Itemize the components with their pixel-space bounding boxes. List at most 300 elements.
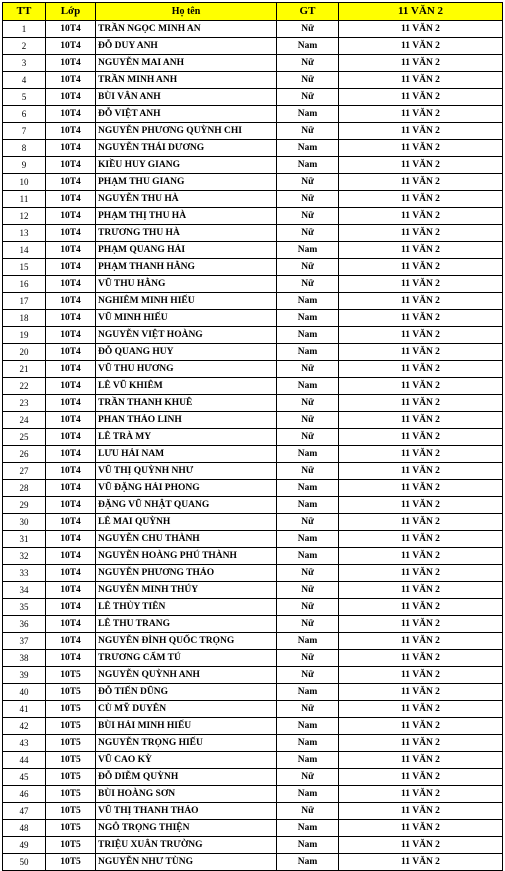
cell-class: 11 VĂN 2 xyxy=(339,344,503,361)
cell-class: 11 VĂN 2 xyxy=(339,293,503,310)
cell-name: NGUYỄN PHƯƠNG THẢO xyxy=(96,565,277,582)
cell-class: 11 VĂN 2 xyxy=(339,310,503,327)
table-row xyxy=(3,344,503,361)
cell-lop: 10T4 xyxy=(46,633,96,650)
cell-tt: 18 xyxy=(3,310,46,327)
cell-gt: Nam xyxy=(277,548,339,565)
table-row xyxy=(3,514,503,531)
cell-lop: 10T5 xyxy=(46,786,96,803)
cell-gt: Nữ xyxy=(277,174,339,191)
cell-class: 11 VĂN 2 xyxy=(339,684,503,701)
cell-tt: 2 xyxy=(3,38,46,55)
table-row xyxy=(3,191,503,208)
cell-class: 11 VĂN 2 xyxy=(339,582,503,599)
table-row xyxy=(3,531,503,548)
cell-class: 11 VĂN 2 xyxy=(339,140,503,157)
cell-tt: 47 xyxy=(3,803,46,820)
cell-gt: Nữ xyxy=(277,21,339,38)
cell-gt: Nam xyxy=(277,344,339,361)
table-row xyxy=(3,446,503,463)
cell-tt: 32 xyxy=(3,548,46,565)
table-row xyxy=(3,786,503,803)
cell-gt: Nữ xyxy=(277,395,339,412)
cell-lop: 10T4 xyxy=(46,616,96,633)
cell-gt: Nữ xyxy=(277,599,339,616)
table-row xyxy=(3,259,503,276)
cell-lop: 10T4 xyxy=(46,599,96,616)
cell-lop: 10T4 xyxy=(46,55,96,72)
cell-tt: 10 xyxy=(3,174,46,191)
cell-tt: 29 xyxy=(3,497,46,514)
cell-name: ĐỖ TIẾN DŨNG xyxy=(96,684,277,701)
cell-gt: Nam xyxy=(277,820,339,837)
cell-lop: 10T4 xyxy=(46,565,96,582)
cell-class: 11 VĂN 2 xyxy=(339,378,503,395)
cell-class: 11 VĂN 2 xyxy=(339,157,503,174)
cell-class: 11 VĂN 2 xyxy=(339,769,503,786)
header-row xyxy=(3,3,503,21)
cell-lop: 10T4 xyxy=(46,259,96,276)
table-row xyxy=(3,769,503,786)
cell-tt: 4 xyxy=(3,72,46,89)
cell-name: VŨ THU HẰNG xyxy=(96,276,277,293)
cell-gt: Nam xyxy=(277,446,339,463)
cell-lop: 10T4 xyxy=(46,225,96,242)
cell-tt: 40 xyxy=(3,684,46,701)
table-row xyxy=(3,140,503,157)
cell-class: 11 VĂN 2 xyxy=(339,242,503,259)
cell-tt: 38 xyxy=(3,650,46,667)
cell-name: BÙI HOÀNG SƠN xyxy=(96,786,277,803)
cell-class: 11 VĂN 2 xyxy=(339,72,503,89)
cell-tt: 28 xyxy=(3,480,46,497)
table-row xyxy=(3,242,503,259)
cell-lop: 10T4 xyxy=(46,582,96,599)
cell-gt: Nữ xyxy=(277,361,339,378)
cell-tt: 41 xyxy=(3,701,46,718)
cell-tt: 39 xyxy=(3,667,46,684)
cell-lop: 10T4 xyxy=(46,157,96,174)
cell-gt: Nữ xyxy=(277,803,339,820)
table-row xyxy=(3,378,503,395)
cell-gt: Nữ xyxy=(277,582,339,599)
cell-name: KIỀU HUY GIANG xyxy=(96,157,277,174)
cell-class: 11 VĂN 2 xyxy=(339,820,503,837)
cell-gt: Nam xyxy=(277,293,339,310)
cell-class: 11 VĂN 2 xyxy=(339,225,503,242)
cell-gt: Nữ xyxy=(277,412,339,429)
cell-gt: Nam xyxy=(277,106,339,123)
table-row xyxy=(3,429,503,446)
cell-lop: 10T4 xyxy=(46,361,96,378)
table-row xyxy=(3,650,503,667)
cell-name: TRẦN THANH KHUÊ xyxy=(96,395,277,412)
cell-lop: 10T4 xyxy=(46,106,96,123)
cell-lop: 10T5 xyxy=(46,803,96,820)
cell-gt: Nam xyxy=(277,140,339,157)
cell-name: PHẠM THANH HẰNG xyxy=(96,259,277,276)
cell-lop: 10T5 xyxy=(46,752,96,769)
cell-lop: 10T4 xyxy=(46,446,96,463)
cell-name: TRẦN NGỌC MINH AN xyxy=(96,21,277,38)
cell-lop: 10T5 xyxy=(46,769,96,786)
cell-name: VŨ CAO KỲ xyxy=(96,752,277,769)
cell-class: 11 VĂN 2 xyxy=(339,854,503,871)
cell-tt: 48 xyxy=(3,820,46,837)
table-row xyxy=(3,38,503,55)
table-row xyxy=(3,72,503,89)
cell-gt: Nữ xyxy=(277,208,339,225)
cell-gt: Nam xyxy=(277,480,339,497)
table-row xyxy=(3,752,503,769)
cell-gt: Nam xyxy=(277,157,339,174)
cell-name: PHẠM THU GIANG xyxy=(96,174,277,191)
cell-tt: 33 xyxy=(3,565,46,582)
cell-name: NGUYỄN CHU THÀNH xyxy=(96,531,277,548)
table-row xyxy=(3,106,503,123)
cell-gt: Nữ xyxy=(277,565,339,582)
cell-tt: 24 xyxy=(3,412,46,429)
cell-gt: Nữ xyxy=(277,72,339,89)
table-row xyxy=(3,208,503,225)
cell-lop: 10T4 xyxy=(46,497,96,514)
cell-name: PHẠM THỊ THU HÀ xyxy=(96,208,277,225)
table-row xyxy=(3,667,503,684)
cell-gt: Nam xyxy=(277,378,339,395)
cell-tt: 14 xyxy=(3,242,46,259)
cell-tt: 37 xyxy=(3,633,46,650)
cell-tt: 30 xyxy=(3,514,46,531)
cell-tt: 27 xyxy=(3,463,46,480)
cell-gt: Nam xyxy=(277,752,339,769)
table-row xyxy=(3,582,503,599)
cell-tt: 35 xyxy=(3,599,46,616)
cell-gt: Nam xyxy=(277,718,339,735)
table-row xyxy=(3,718,503,735)
cell-lop: 10T4 xyxy=(46,174,96,191)
table-row xyxy=(3,327,503,344)
table-row xyxy=(3,820,503,837)
cell-class: 11 VĂN 2 xyxy=(339,208,503,225)
cell-lop: 10T4 xyxy=(46,378,96,395)
cell-lop: 10T4 xyxy=(46,650,96,667)
cell-name: VŨ THỊ THANH THẢO xyxy=(96,803,277,820)
cell-class: 11 VĂN 2 xyxy=(339,718,503,735)
cell-class: 11 VĂN 2 xyxy=(339,531,503,548)
cell-tt: 50 xyxy=(3,854,46,871)
cell-tt: 3 xyxy=(3,55,46,72)
cell-gt: Nam xyxy=(277,531,339,548)
cell-tt: 7 xyxy=(3,123,46,140)
cell-gt: Nam xyxy=(277,684,339,701)
cell-lop: 10T4 xyxy=(46,38,96,55)
cell-class: 11 VĂN 2 xyxy=(339,361,503,378)
cell-gt: Nữ xyxy=(277,191,339,208)
cell-lop: 10T4 xyxy=(46,21,96,38)
cell-name: LÊ VŨ KHIÊM xyxy=(96,378,277,395)
table-row xyxy=(3,565,503,582)
cell-class: 11 VĂN 2 xyxy=(339,106,503,123)
cell-lop: 10T5 xyxy=(46,684,96,701)
cell-lop: 10T4 xyxy=(46,242,96,259)
cell-lop: 10T4 xyxy=(46,531,96,548)
cell-tt: 49 xyxy=(3,837,46,854)
cell-class: 11 VĂN 2 xyxy=(339,123,503,140)
header-gt: GT xyxy=(277,3,339,21)
cell-class: 11 VĂN 2 xyxy=(339,259,503,276)
table-row xyxy=(3,55,503,72)
cell-lop: 10T5 xyxy=(46,735,96,752)
cell-gt: Nữ xyxy=(277,616,339,633)
cell-class: 11 VĂN 2 xyxy=(339,667,503,684)
cell-lop: 10T4 xyxy=(46,327,96,344)
cell-name: VŨ ĐẶNG HẢI PHONG xyxy=(96,480,277,497)
cell-gt: Nữ xyxy=(277,55,339,72)
table-row xyxy=(3,599,503,616)
cell-name: TRẦN MINH ANH xyxy=(96,72,277,89)
cell-class: 11 VĂN 2 xyxy=(339,463,503,480)
cell-name: NGUYỄN THU HÀ xyxy=(96,191,277,208)
cell-name: LÊ MAI QUỲNH xyxy=(96,514,277,531)
cell-gt: Nữ xyxy=(277,667,339,684)
table-row xyxy=(3,837,503,854)
cell-tt: 23 xyxy=(3,395,46,412)
cell-lop: 10T4 xyxy=(46,548,96,565)
cell-name: ĐỖ DIỄM QUỲNH xyxy=(96,769,277,786)
table-row xyxy=(3,361,503,378)
cell-lop: 10T4 xyxy=(46,276,96,293)
cell-lop: 10T5 xyxy=(46,701,96,718)
cell-name: LÊ THỦY TIÊN xyxy=(96,599,277,616)
cell-gt: Nam xyxy=(277,310,339,327)
student-list-sheet xyxy=(2,2,503,871)
cell-tt: 31 xyxy=(3,531,46,548)
cell-name: NGUYỄN HOÀNG PHÚ THÀNH xyxy=(96,548,277,565)
table-row xyxy=(3,310,503,327)
cell-gt: Nam xyxy=(277,854,339,871)
cell-gt: Nữ xyxy=(277,701,339,718)
cell-gt: Nữ xyxy=(277,276,339,293)
cell-class: 11 VĂN 2 xyxy=(339,616,503,633)
cell-lop: 10T5 xyxy=(46,667,96,684)
cell-tt: 16 xyxy=(3,276,46,293)
cell-lop: 10T5 xyxy=(46,718,96,735)
cell-tt: 8 xyxy=(3,140,46,157)
header-lop: Lớp xyxy=(46,3,96,21)
cell-name: ĐỖ VIỆT ANH xyxy=(96,106,277,123)
table-row xyxy=(3,89,503,106)
cell-name: NGHIÊM MINH HIẾU xyxy=(96,293,277,310)
cell-gt: Nữ xyxy=(277,514,339,531)
table-row xyxy=(3,480,503,497)
cell-class: 11 VĂN 2 xyxy=(339,752,503,769)
cell-tt: 22 xyxy=(3,378,46,395)
cell-gt: Nữ xyxy=(277,463,339,480)
cell-name: VŨ THỊ QUỲNH NHƯ xyxy=(96,463,277,480)
cell-lop: 10T4 xyxy=(46,123,96,140)
cell-lop: 10T4 xyxy=(46,89,96,106)
cell-lop: 10T4 xyxy=(46,514,96,531)
cell-tt: 44 xyxy=(3,752,46,769)
cell-class: 11 VĂN 2 xyxy=(339,497,503,514)
table-row xyxy=(3,497,503,514)
cell-name: LÊ THU TRANG xyxy=(96,616,277,633)
cell-tt: 5 xyxy=(3,89,46,106)
cell-gt: Nam xyxy=(277,38,339,55)
cell-lop: 10T4 xyxy=(46,344,96,361)
cell-name: TRƯƠNG THU HÀ xyxy=(96,225,277,242)
table-row xyxy=(3,225,503,242)
cell-gt: Nữ xyxy=(277,225,339,242)
cell-gt: Nam xyxy=(277,497,339,514)
cell-class: 11 VĂN 2 xyxy=(339,480,503,497)
cell-class: 11 VĂN 2 xyxy=(339,565,503,582)
cell-class: 11 VĂN 2 xyxy=(339,276,503,293)
cell-class: 11 VĂN 2 xyxy=(339,735,503,752)
cell-tt: 34 xyxy=(3,582,46,599)
table-row xyxy=(3,21,503,38)
table-row xyxy=(3,803,503,820)
cell-class: 11 VĂN 2 xyxy=(339,701,503,718)
table-row xyxy=(3,123,503,140)
student-table xyxy=(2,2,503,871)
cell-lop: 10T4 xyxy=(46,463,96,480)
table-row xyxy=(3,157,503,174)
cell-gt: Nam xyxy=(277,242,339,259)
cell-lop: 10T4 xyxy=(46,412,96,429)
cell-gt: Nữ xyxy=(277,650,339,667)
cell-tt: 43 xyxy=(3,735,46,752)
cell-class: 11 VĂN 2 xyxy=(339,446,503,463)
cell-lop: 10T4 xyxy=(46,293,96,310)
table-row xyxy=(3,684,503,701)
cell-gt: Nữ xyxy=(277,429,339,446)
cell-gt: Nữ xyxy=(277,259,339,276)
cell-lop: 10T5 xyxy=(46,854,96,871)
cell-name: LÊ TRÀ MY xyxy=(96,429,277,446)
cell-name: NGUYỄN TRỌNG HIẾU xyxy=(96,735,277,752)
cell-name: ĐỖ QUANG HUY xyxy=(96,344,277,361)
cell-lop: 10T4 xyxy=(46,191,96,208)
cell-tt: 6 xyxy=(3,106,46,123)
cell-name: NGUYỄN MINH THÚY xyxy=(96,582,277,599)
header-name: Họ tên xyxy=(96,3,277,21)
cell-tt: 15 xyxy=(3,259,46,276)
cell-tt: 46 xyxy=(3,786,46,803)
table-body xyxy=(3,21,503,871)
cell-gt: Nữ xyxy=(277,769,339,786)
cell-name: NGUYỄN MAI ANH xyxy=(96,55,277,72)
cell-tt: 26 xyxy=(3,446,46,463)
header-class: 11 VĂN 2 xyxy=(339,3,503,21)
table-row xyxy=(3,616,503,633)
table-row xyxy=(3,463,503,480)
cell-tt: 13 xyxy=(3,225,46,242)
table-row xyxy=(3,633,503,650)
cell-tt: 9 xyxy=(3,157,46,174)
cell-name: NGUYỄN QUỲNH ANH xyxy=(96,667,277,684)
cell-lop: 10T4 xyxy=(46,310,96,327)
cell-tt: 45 xyxy=(3,769,46,786)
cell-name: VŨ MINH HIẾU xyxy=(96,310,277,327)
cell-class: 11 VĂN 2 xyxy=(339,395,503,412)
cell-name: CÙ MỸ DUYÊN xyxy=(96,701,277,718)
cell-class: 11 VĂN 2 xyxy=(339,599,503,616)
cell-name: NGÔ TRỌNG THIỆN xyxy=(96,820,277,837)
table-row xyxy=(3,293,503,310)
cell-name: PHAN THẢO LINH xyxy=(96,412,277,429)
cell-tt: 25 xyxy=(3,429,46,446)
cell-class: 11 VĂN 2 xyxy=(339,429,503,446)
table-row xyxy=(3,412,503,429)
cell-class: 11 VĂN 2 xyxy=(339,786,503,803)
cell-class: 11 VĂN 2 xyxy=(339,650,503,667)
header-tt: TT xyxy=(3,3,46,21)
cell-name: LƯU HẢI NAM xyxy=(96,446,277,463)
cell-lop: 10T4 xyxy=(46,72,96,89)
cell-class: 11 VĂN 2 xyxy=(339,327,503,344)
table-row xyxy=(3,735,503,752)
cell-class: 11 VĂN 2 xyxy=(339,803,503,820)
cell-name: ĐỖ DUY ANH xyxy=(96,38,277,55)
cell-tt: 1 xyxy=(3,21,46,38)
cell-name: TRƯƠNG CẨM TÚ xyxy=(96,650,277,667)
cell-lop: 10T4 xyxy=(46,140,96,157)
cell-lop: 10T4 xyxy=(46,395,96,412)
cell-gt: Nam xyxy=(277,837,339,854)
cell-tt: 11 xyxy=(3,191,46,208)
table-row xyxy=(3,854,503,871)
cell-gt: Nam xyxy=(277,633,339,650)
cell-tt: 19 xyxy=(3,327,46,344)
cell-tt: 20 xyxy=(3,344,46,361)
cell-name: ĐẶNG VŨ NHẬT QUANG xyxy=(96,497,277,514)
cell-name: NGUYỄN ĐÌNH QUỐC TRỌNG xyxy=(96,633,277,650)
cell-class: 11 VĂN 2 xyxy=(339,55,503,72)
cell-class: 11 VĂN 2 xyxy=(339,633,503,650)
table-row xyxy=(3,174,503,191)
cell-name: BÙI HẢI MINH HIẾU xyxy=(96,718,277,735)
cell-gt: Nam xyxy=(277,786,339,803)
cell-class: 11 VĂN 2 xyxy=(339,191,503,208)
cell-name: NGUYỄN PHƯƠNG QUỲNH CHI xyxy=(96,123,277,140)
cell-class: 11 VĂN 2 xyxy=(339,38,503,55)
cell-name: NGUYỄN THÁI DƯƠNG xyxy=(96,140,277,157)
cell-class: 11 VĂN 2 xyxy=(339,412,503,429)
cell-class: 11 VĂN 2 xyxy=(339,89,503,106)
cell-name: NGUYỄN VIỆT HOÀNG xyxy=(96,327,277,344)
cell-class: 11 VĂN 2 xyxy=(339,21,503,38)
cell-tt: 42 xyxy=(3,718,46,735)
cell-tt: 17 xyxy=(3,293,46,310)
table-row xyxy=(3,701,503,718)
cell-lop: 10T4 xyxy=(46,429,96,446)
cell-tt: 21 xyxy=(3,361,46,378)
cell-class: 11 VĂN 2 xyxy=(339,514,503,531)
table-row xyxy=(3,548,503,565)
cell-class: 11 VĂN 2 xyxy=(339,174,503,191)
cell-name: TRIỆU XUÂN TRƯỜNG xyxy=(96,837,277,854)
table-row xyxy=(3,395,503,412)
table-row xyxy=(3,276,503,293)
cell-class: 11 VĂN 2 xyxy=(339,548,503,565)
cell-tt: 36 xyxy=(3,616,46,633)
cell-name: BÙI VÂN ANH xyxy=(96,89,277,106)
cell-gt: Nữ xyxy=(277,123,339,140)
cell-gt: Nam xyxy=(277,327,339,344)
cell-name: PHẠM QUANG HẢI xyxy=(96,242,277,259)
cell-lop: 10T4 xyxy=(46,208,96,225)
